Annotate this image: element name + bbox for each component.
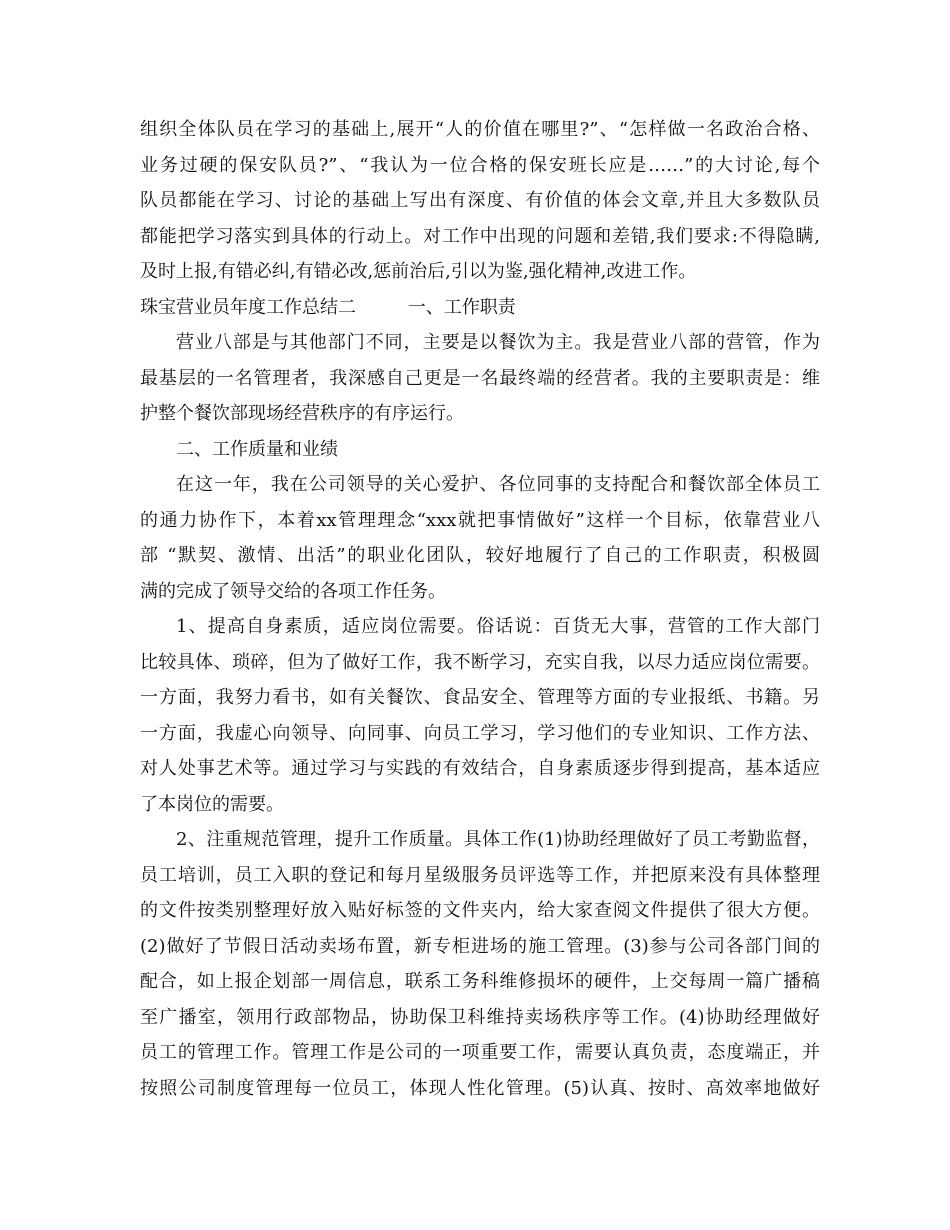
paragraph-standard-management xyxy=(140,822,820,1106)
text-line: 比较具体、琐碎，但为了做好工作，我不断学习，充实自我，以尽力适应岗位需要。 xyxy=(140,651,820,673)
text-line: 营业八部是与其他部门不同，主要是以餐饮为主。我是营业八部的营管，作为 xyxy=(176,332,820,353)
paragraph-duties xyxy=(140,325,820,432)
paragraph-self-improvement xyxy=(140,609,820,822)
paragraph-year-summary xyxy=(140,467,820,609)
section-title-performance: 二、工作质量和业绩 xyxy=(176,438,338,460)
text-line: 至广播室，领用行政部物品，协助保卫科维持卖场秩序等工作。(4)协助经理做好 xyxy=(140,1006,820,1028)
text-line: 了本岗位的需要。 xyxy=(140,793,284,815)
paragraph-security-team xyxy=(140,112,820,290)
document-title: 珠宝营业员年度工作总结二 xyxy=(140,296,356,318)
text-line: 的通力协作下，本着xx管理理念“xxx就把事情做好”这样一个目标，依靠营业八 xyxy=(140,509,820,531)
document-body xyxy=(140,112,820,1106)
text-line: 及时上报,有错必纠,有错必改,惩前治后,引以为鉴,强化精神,改进工作。 xyxy=(140,261,697,282)
text-line: 都能把学习落实到具体的行动上。对工作中出现的问题和差错,我们要求:不得隐瞒, xyxy=(140,225,820,247)
text-line: 员工的管理工作。管理工作是公司的一项重要工作，需要认真负责，态度端正，并 xyxy=(140,1042,820,1063)
text-line: 在这一年，我在公司领导的关心爱护、各位同事的支持配合和餐饮部全体员工 xyxy=(176,474,820,495)
document-heading xyxy=(140,290,820,326)
text-line: 对人处事艺术等。通过学习与实践的有效结合，自身素质逐步得到提高，基本适应 xyxy=(140,758,820,779)
text-line: 2、注重规范管理，提升工作质量。具体工作(1)协助经理做好了员工考勤监督， xyxy=(176,829,820,850)
text-line: 一方面，我努力看书，如有关餐饮、食品安全、管理等方面的专业报纸、书籍。另 xyxy=(140,687,820,708)
text-line: (2)做好了节假日活动卖场布置，新专柜进场的施工管理。(3)参与公司各部门间的 xyxy=(140,935,820,957)
text-line: 队员都能在学习、讨论的基础上写出有深度、有价值的体会文章,并且大多数队员 xyxy=(140,190,820,211)
text-line: 最基层的一名管理者，我深感自己更是一名最终端的经营者。我的主要职责是：维 xyxy=(140,367,820,389)
text-line: 组织全体队员在学习的基础上,展开“人的价值在哪里?”、“怎样做一名政治合格、 xyxy=(140,119,820,140)
text-line: 业务过硬的保安队员?”、“我认为一位合格的保安班长应是……”的大讨论,每个 xyxy=(140,154,820,176)
text-line: 的文件按类别整理好放入贴好标签的文件夹内，给大家查阅文件提供了很大方便。 xyxy=(140,900,820,921)
text-line: 配合，如上报企划部一周信息，联系工务科维修损坏的硬件，上交每周一篇广播稿 xyxy=(140,971,820,992)
text-line: 部 “默契、激情、出活”的职业化团队，较好地履行了自己的工作职责，积极圆 xyxy=(140,545,820,566)
text-line: 护整个餐饮部现场经营秩序的有序运行。 xyxy=(140,403,464,424)
text-line: 按照公司制度管理每一位员工，体现人性化管理。(5)认真、按时、高效率地做好 xyxy=(140,1077,820,1099)
text-line: 员工培训，员工入职的登记和每月星级服务员评选等工作，并把原来没有具体整理 xyxy=(140,864,820,886)
text-line: 一方面，我虚心向领导、向同事、向员工学习，学习他们的专业知识、工作方法、 xyxy=(140,722,820,744)
text-line: 1、提高自身素质，适应岗位需要。俗话说：百货无大事，营管的工作大部门 xyxy=(176,616,820,637)
text-line: 满的完成了领导交给的各项工作任务。 xyxy=(140,580,446,602)
section-title-duties: 一、工作职责 xyxy=(407,296,516,318)
